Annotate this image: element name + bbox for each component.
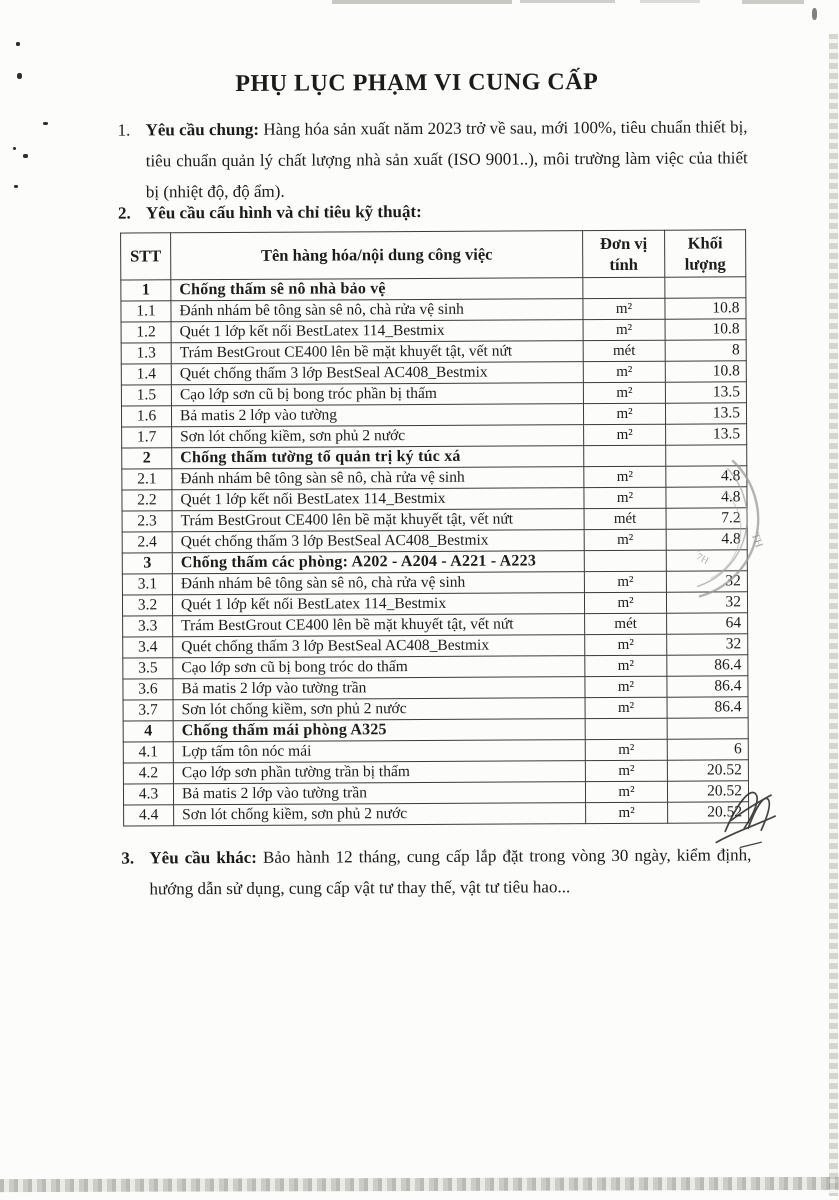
requirement-item-general (115, 111, 747, 207)
list-label: Yêu cầu cấu hình và chỉ tiêu kỹ thuật: (145, 201, 422, 223)
qty-cell: 4.8 (666, 529, 747, 550)
name-cell: Quét 1 lớp kết nối BestLatex 114_Bestmix (171, 320, 583, 343)
unit-cell: m² (586, 802, 668, 823)
unit-cell: m² (584, 487, 666, 508)
qty-cell: 10.8 (665, 361, 746, 382)
unit-cell: m² (583, 319, 665, 340)
unit-cell: m² (583, 298, 665, 319)
unit-cell: mét (583, 340, 665, 361)
qty-cell: 13.5 (665, 382, 746, 403)
unit-cell (584, 550, 666, 571)
table-row (124, 802, 749, 826)
list-number: 3. (121, 848, 135, 868)
unit-cell: m² (585, 781, 667, 802)
stt-cell: 1.2 (121, 322, 171, 343)
qty-cell (666, 445, 747, 466)
unit-cell: mét (585, 613, 667, 634)
stt-cell: 2.4 (122, 532, 172, 553)
unit-cell: m² (585, 655, 667, 676)
stt-cell: 2.3 (122, 511, 172, 532)
stt-cell: 1 (121, 280, 171, 301)
header-name: Tên hàng hóa/nội dung công việc (171, 231, 583, 280)
stt-cell: 4.2 (123, 763, 173, 784)
unit-cell (583, 277, 665, 298)
page-title: PHỤ LỤC PHẠM VI CUNG CẤP (235, 69, 599, 97)
stt-cell: 4 (123, 721, 173, 742)
unit-cell: m² (585, 739, 667, 760)
list-number: 1. (117, 120, 131, 140)
requirement-item-other (119, 839, 751, 904)
qty-cell (667, 718, 748, 739)
name-cell: Bả matis 2 lớp vào tường trần (173, 677, 585, 700)
list-text: Hàng hóa sản xuất năm 2023 trở về sau, mới 100%, tiêu chuẩn thiết bị, tiêu chuẩn quản lý chất lượng nhà sản xuất (ISO 9001..), môi trường làm việc của thiết bị (nhiệt độ, độ ẩm). (145, 117, 748, 202)
name-cell: Quét 1 lớp kết nối BestLatex 114_Bestmix (172, 488, 584, 511)
unit-cell: m² (584, 529, 666, 550)
name-cell: Quét chống thấm 3 lớp BestSeal AC408_Bestmix (171, 362, 583, 385)
unit-cell: m² (585, 634, 667, 655)
stt-cell: 3.6 (123, 679, 173, 700)
unit-cell: m² (585, 676, 667, 697)
stt-cell: 2.2 (122, 490, 172, 511)
stt-cell: 3.5 (123, 658, 173, 679)
qty-cell: 20.52 (667, 781, 748, 802)
qty-cell: 86.4 (667, 676, 748, 697)
table-body (121, 277, 749, 826)
list-label: Yêu cầu chung: (145, 119, 260, 140)
stt-cell: 3.2 (122, 595, 172, 616)
name-cell: Sơn lót chống kiềm, sơn phủ 2 nước (173, 698, 585, 721)
requirement-item-specs (116, 194, 748, 228)
list-text: Bảo hành 12 tháng, cung cấp lắp đặt trong vòng 30 ngày, kiểm định, hướng dẫn sử dụng, cung cấp vật tư thay thế, vật tư tiêu hao... (149, 845, 752, 899)
name-cell: Quét chống thấm 3 lớp BestSeal AC408_Bestmix (172, 530, 584, 553)
stt-cell: 4.3 (123, 784, 173, 805)
list-number: 2. (117, 203, 131, 223)
table-header-row (121, 230, 746, 280)
qty-cell: 86.4 (667, 697, 748, 718)
unit-cell: m² (584, 571, 666, 592)
qty-cell (666, 550, 747, 571)
qty-cell: 32 (667, 634, 748, 655)
stt-cell: 1.1 (121, 301, 171, 322)
name-cell: Quét 1 lớp kết nối BestLatex 114_Bestmix (172, 593, 584, 616)
unit-cell: mét (584, 508, 666, 529)
unit-cell: m² (583, 403, 665, 424)
name-cell: Lợp tấm tôn nóc mái (173, 740, 585, 763)
qty-cell: 20.52 (667, 760, 748, 781)
unit-cell: m² (583, 382, 665, 403)
stt-cell: 4.4 (124, 805, 174, 826)
name-cell: Sơn lót chống kiềm, sơn phủ 2 nước (174, 803, 586, 826)
name-cell: Đánh nhám bê tông sàn sê nô, chà rửa vệ sinh (172, 572, 584, 595)
unit-cell: m² (584, 592, 666, 613)
qty-cell: 86.4 (667, 655, 748, 676)
stt-cell: 1.3 (121, 343, 171, 364)
supply-scope-table (120, 229, 749, 826)
name-cell: Bả matis 2 lớp vào tường trần (173, 782, 585, 805)
unit-cell (584, 445, 666, 466)
qty-cell: 10.8 (665, 319, 746, 340)
qty-cell: 32 (666, 571, 747, 592)
name-cell: Quét chống thấm 3 lớp BestSeal AC408_Bestmix (173, 635, 585, 658)
svg-text:̉7H: ̉7H (694, 551, 711, 567)
stt-cell: 4.1 (123, 742, 173, 763)
name-cell: Chống thấm sê nô nhà bảo vệ (171, 278, 583, 301)
name-cell: Trám BestGrout CE400 lên bề mặt khuyết tật, vết nứt (171, 341, 583, 364)
svg-text:TH: TH (748, 531, 765, 550)
unit-cell: m² (585, 760, 667, 781)
stt-cell: 1.7 (122, 427, 172, 448)
stt-cell: 3 (122, 553, 172, 574)
name-cell: Bả matis 2 lớp vào tường (171, 404, 583, 427)
name-cell: Đánh nhám bê tông sàn sê nô, chà rửa vệ sinh (171, 299, 583, 322)
qty-cell: 64 (667, 613, 748, 634)
name-cell: Cạo lớp sơn cũ bị bong tróc do thấm (173, 656, 585, 679)
name-cell: Chống thấm mái phòng A325 (173, 719, 585, 742)
stt-cell: 3.7 (123, 700, 173, 721)
qty-cell: 32 (666, 592, 747, 613)
stt-cell: 1.6 (121, 406, 171, 427)
name-cell: Cạo lớp sơn cũ bị bong tróc phần bị thấm (171, 383, 583, 406)
qty-cell: 8 (665, 340, 746, 361)
qty-cell: 13.5 (665, 403, 746, 424)
header-qty: Khối lượng (665, 230, 746, 277)
unit-cell: m² (583, 361, 665, 382)
name-cell: Đánh nhám bê tông sàn sê nô, chà rửa vệ sinh (172, 467, 584, 490)
stt-cell: 3.1 (122, 574, 172, 595)
unit-cell: m² (584, 424, 666, 445)
qty-cell: 4.8 (666, 487, 747, 508)
qty-cell: 13.5 (666, 424, 747, 445)
qty-cell: 10.8 (665, 298, 746, 319)
qty-cell: 7.2 (666, 508, 747, 529)
qty-cell: 6 (667, 739, 748, 760)
unit-cell: m² (584, 466, 666, 487)
qty-cell (665, 277, 746, 298)
unit-cell: m² (585, 697, 667, 718)
header-unit: Đơn vị tính (583, 230, 665, 277)
stt-cell: 3.3 (123, 616, 173, 637)
stt-cell: 1.5 (121, 385, 171, 406)
stt-cell: 1.4 (121, 364, 171, 385)
qty-cell: 20.52 (668, 802, 749, 823)
stt-cell: 3.4 (123, 637, 173, 658)
stt-cell: 2.1 (122, 469, 172, 490)
name-cell: Sơn lót chống kiềm, sơn phủ 2 nước (172, 425, 584, 448)
list-label: Yêu cầu khác: (149, 847, 257, 868)
name-cell: Cạo lớp sơn phần tường trần bị thấm (173, 761, 585, 784)
name-cell: Chống thấm tường tổ quản trị ký túc xá (172, 446, 584, 469)
name-cell: Chống thấm các phòng: A202 - A204 - A221 - A223 (172, 551, 584, 574)
stt-cell: 2 (122, 448, 172, 469)
header-stt: STT (121, 233, 171, 280)
qty-cell: 4.8 (666, 466, 747, 487)
name-cell: Trám BestGrout CE400 lên bề mặt khuyết tật, vết nứt (172, 509, 584, 532)
unit-cell (585, 718, 667, 739)
name-cell: Trám BestGrout CE400 lên bề mặt khuyết tật, vết nứt (173, 614, 585, 637)
